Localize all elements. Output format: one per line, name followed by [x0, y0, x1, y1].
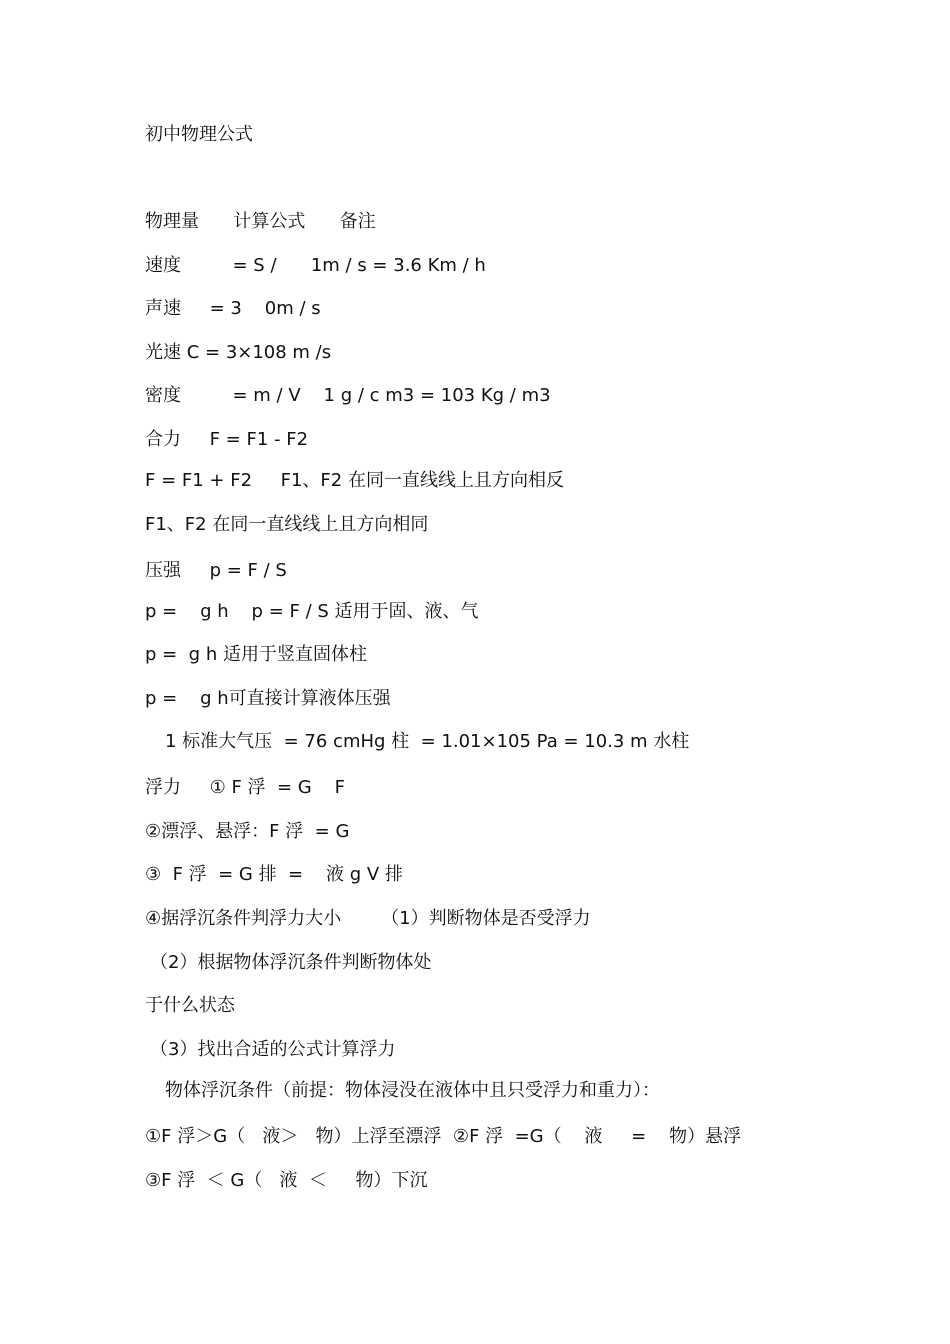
liquid-pressure-line: p = g h可直接计算液体压强: [145, 688, 391, 709]
pressure-general-line: p = g h p = F / S 适用于固、液、气: [145, 601, 479, 622]
archimedes-line: ③ F 浮 = G 排 = 液 g V 排: [145, 864, 403, 885]
speed-line: 速度 = S / 1m / s = 3.6 Km / h: [145, 255, 486, 276]
step-3-line: （3）找出合适的公式计算浮力: [150, 1039, 396, 1060]
resultant-force-sum-line: F = F1 + F2 F1、F2 在同一直线线上且方向相反: [145, 470, 564, 491]
document-title: 初中物理公式: [145, 124, 253, 145]
condition-rise-suspend-line: ①F 浮＞G（ 液＞ 物）上浮至漂浮 ②F 浮 =G（ 液 = 物）悬浮: [145, 1126, 742, 1147]
resultant-force-line: 合力 F = F1 - F2: [145, 429, 309, 450]
buoyancy-line: 浮力 ① F 浮 = G F: [145, 777, 345, 798]
sound-speed-line: 声速 = 3 0m / s: [145, 298, 321, 319]
density-line: 密度 = m / V 1 g / c m3 = 103 Kg / m3: [145, 385, 551, 406]
condition-sink-line: ③F 浮 ＜ G（ 液 ＜ 物）下沉: [145, 1170, 428, 1191]
pressure-line: 压强 p = F / S: [145, 560, 287, 581]
same-direction-line: F1、F2 在同一直线线上且方向相同: [145, 514, 429, 535]
step-2-line: （2）根据物体浮沉条件判断物体处: [150, 952, 432, 973]
pressure-solid-column-line: p = g h 适用于竖直固体柱: [145, 644, 367, 665]
buoyancy-judge-line: ④据浮沉条件判浮力大小 （1）判断物体是否受浮力: [145, 908, 591, 929]
step-2-continued-line: 于什么状态: [145, 995, 235, 1016]
floating-sinking-conditions-line: 物体浮沉条件（前提：物体浸没在液体中且只受浮力和重力）：: [165, 1080, 660, 1101]
light-speed-line: 光速 C = 3×108 m /s: [145, 342, 332, 363]
standard-atmosphere-line: 1 标准大气压 = 76 cmHg 柱 = 1.01×105 Pa = 10.3 m 水柱: [165, 731, 690, 752]
table-header-line: 物理量 计算公式 备注: [145, 211, 376, 232]
floating-suspending-line: ②漂浮、悬浮：F 浮 = G: [145, 821, 350, 842]
